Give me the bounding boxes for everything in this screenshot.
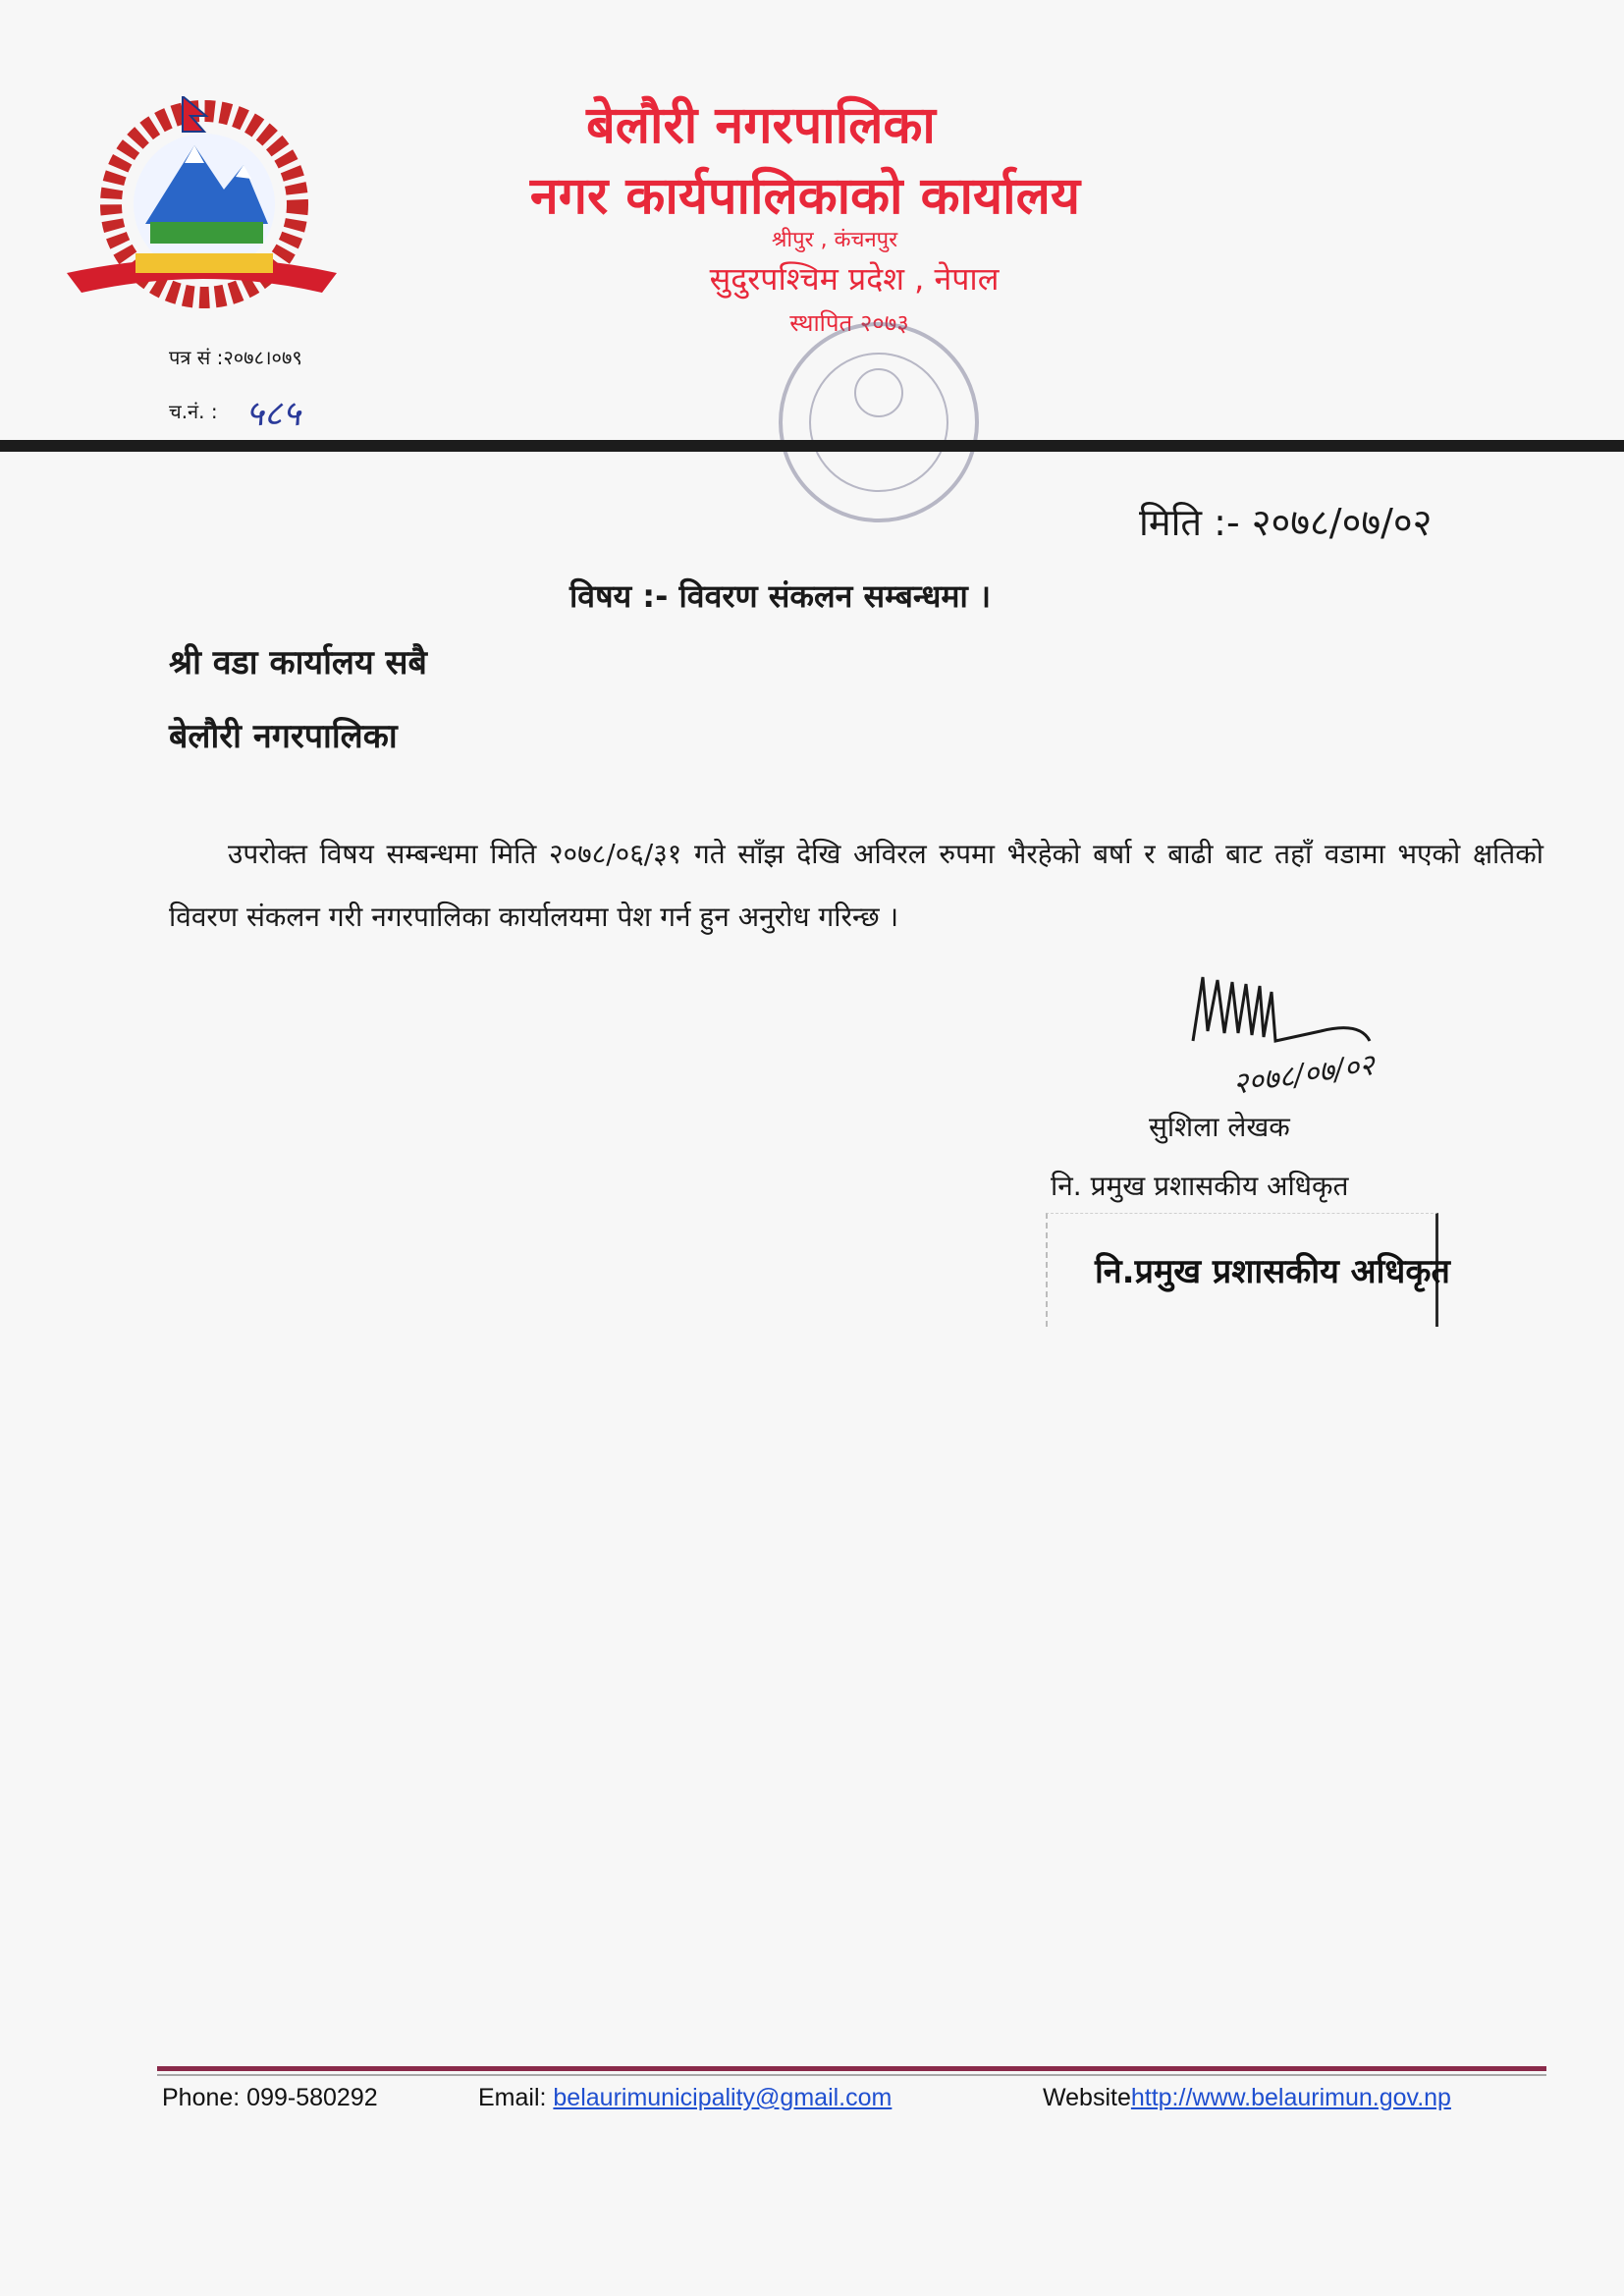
office-stamp-icon	[741, 304, 1016, 540]
header-divider	[0, 440, 1624, 452]
office-name: नगर कार्यपालिकाको कार्यालय	[529, 167, 1081, 226]
recipient-line-2: बेलौरी नगरपालिका	[169, 717, 398, 756]
municipality-name: बेलौरी नगरपालिका	[586, 96, 936, 155]
footer-phone: Phone: 099-580292	[162, 2084, 378, 2111]
recipient-line-1: श्री वडा कार्यालय सबै	[169, 643, 427, 683]
letter-date: मिति :- २०७८/०७/०२	[1139, 501, 1433, 544]
signatory-name: सुशिला लेखक	[1149, 1111, 1290, 1143]
established-year: स्थापित २०७३	[789, 309, 909, 337]
footer-website-label: Website	[1043, 2084, 1131, 2111]
footer-divider-thin	[157, 2074, 1546, 2076]
dispatch-number-label: च.नं. :	[169, 400, 218, 423]
letter-reference-number: पत्र सं :२०७८।०७९	[169, 346, 302, 369]
signature-date: २०७८/०७/०२	[1230, 1048, 1378, 1102]
footer-email	[478, 2084, 892, 2112]
letter-body: उपरोक्त विषय सम्बन्धमा मिति २०७८/०६/३१ गते साँझ देखि अविरल रुपमा भैरहेको बर्षा र बाढी बाट तहाँ वडामा भएको क्षतिको विवरण संकलन गरी नगरपालिका कार्यालयमा पेश गर्न हुन अनुरोध गरिन्छ ।	[169, 838, 1543, 933]
province-country: सुदुरपश्चिम प्रदेश , नेपाल	[709, 260, 1000, 298]
office-location: श्रीपुर , कंचनपुर	[771, 228, 898, 252]
nepal-emblem-icon	[57, 96, 342, 322]
footer-divider	[157, 2066, 1546, 2071]
footer-website	[1043, 2084, 1451, 2112]
dispatch-number-value: ५८५	[245, 394, 301, 434]
designation-stamp-text: नि.प्रमुख प्रशासकीय अधिकृत	[1095, 1252, 1450, 1291]
signatory-title: नि. प्रमुख प्रशासकीय अधिकृत	[1051, 1170, 1349, 1202]
footer-email-link[interactable]: belaurimunicipality@gmail.com	[553, 2084, 893, 2111]
letter-subject: विषय :- विवरण संकलन सम्बन्धमा ।	[569, 577, 992, 615]
footer-email-label: Email:	[478, 2084, 554, 2111]
footer-website-link[interactable]: http://www.belaurimun.gov.np	[1130, 2084, 1451, 2111]
